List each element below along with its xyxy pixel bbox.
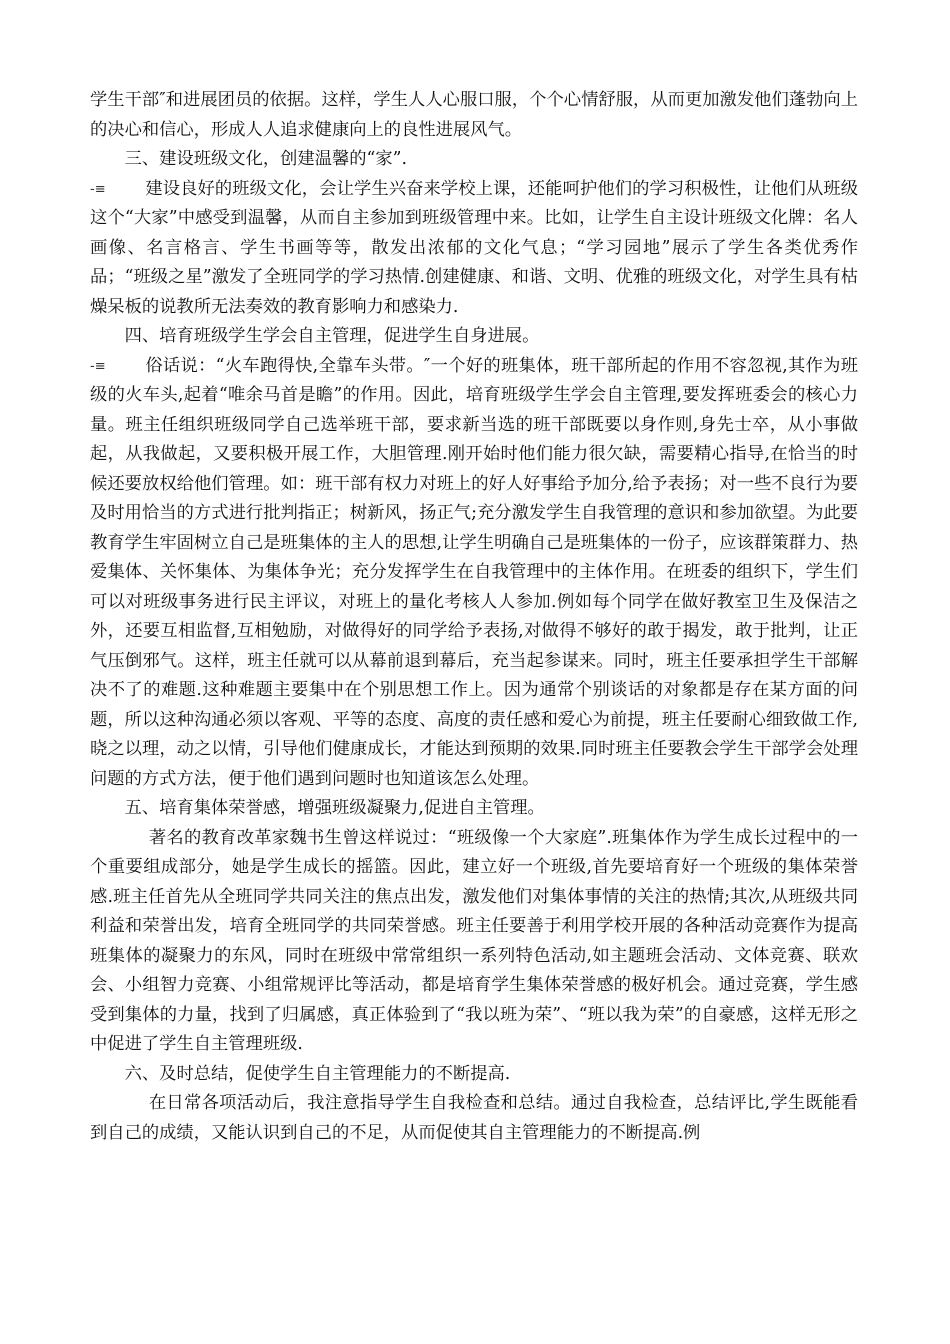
heading-6-summary: 六、及时总结，促使学生自主管理能力的不断提高. xyxy=(124,1063,511,1084)
heading-3-class-culture: 三、建设班级文化，创建温馨的“家”. xyxy=(124,149,407,169)
paragraph-self-management xyxy=(90,352,858,795)
paragraph-summary: 在日常各项活动后，我注意指导学生自我检查和总结。通过自我检查，总结评比,学生既能看到自己的成绩，又能认识到自己的不足，从而促使其自主管理能力的不断提高.例 xyxy=(90,1093,858,1143)
list-marker: -≡ xyxy=(90,358,106,374)
list-marker: -≡ xyxy=(90,181,106,197)
paragraph-text: 建设良好的班级文化，会让学生兴奋来学校上课，还能呵护他们的学习积极性，让他们从班级这个“大家”中感受到温馨，从而自主参加到班级管理中来。比如，让学生自主设计班级文化牌：名人画像、名言格言、学生书画等等，散发出浓郁的文化气息；“学习园地”展示了学生各类优秀作品；“班级之星”激发了全班同学的学习热情.创建健康、和谐、文明、优雅的班级文化，对学生具有枯燥呆板的说教所无法奏效的教育影响力和感染力. xyxy=(90,178,858,317)
paragraph-collective-honor: 著名的教育改革家魏书生曾这样说过：“班级像一个大家庭”.班集体作为学生成长过程中的一个重要组成部分，她是学生成长的摇篮。因此，建立好一个班级,首先要培育好一个班级的集体荣誉感.班主任首先从全班同学共同关注的焦点出发，激发他们对集体事情的关注的热情;其次,从班级共同利益和荣誉出发，培育全班同学的共同荣誉感。班主任要善于利用学校开展的各种活动竞赛作为提高班集体的凝聚力的东风，同时在班级中常常组织一系列特色活动,如主题班会活动、文体竞赛、联欢会、小组智力竞赛、小组常规评比等活动，都是培育学生集体荣誉感的极好机会。通过竞赛，学生感受到集体的力量，找到了归属感，真正体验到了“我以班为荣”、“班以我为荣”的自豪感，这样无形之中促进了学生自主管理班级. xyxy=(90,827,858,1054)
heading-5-collective-honor: 五、培育集体荣誉感，增强班级凝聚力,促进自主管理。 xyxy=(124,798,545,818)
heading-4-self-management: 四、培育班级学生学会自主管理，促进学生自身进展。 xyxy=(124,326,540,346)
paragraph-continuation: 学生干部″和进展团员的依据。这样，学生人人心服口服，个个心情舒服，从而更加激发他们蓬勃向上的决心和信心，形成人人追求健康向上的良性进展风气。 xyxy=(90,90,858,140)
paragraph-text: 俗话说：“火车跑得快,全靠车头带。″一个好的班集体，班干部所起的作用不容忽视,其作为班级的火车头,起着“唯余马首是瞻”的作用。因此，培育班级学生学会自主管理,要发挥班委会的核心力量。班主任组织班级同学自己选举班干部，要求新当选的班干部既要以身作则,身先士卒，从小事做起，从我做起，又要积极开展工作，大胆管理.刚开始时他们能力很欠缺，需要精心指导,在恰当的时候还要放权给他们管理。如：班干部有权力对班上的好人好事给予加分,给予表扬；对一些不良行为要及时用恰当的方式进行批判指正；树新风，扬正气;充分激发学生自我管理的意识和参加欲望。为此要教育学生牢固树立自己是班集体的主人的思想,让学生明确自己是班集体的一份子，应该群策群力、热爱集体、关怀集体、为集体争光；充分发挥学生在自我管理中的主体作用。在班委的组织下，学生们可以对班级事务进行民主评议，对班上的量化考核人人参加.例如每个同学在做好教室卫生及保洁之外，还要互相监督,互相勉励，对做得好的同学给予表扬,对做得不够好的敢于揭发，敢于批判，让正气压倒邪气。这样，班主任就可以从幕前退到幕后，充当起参谋来。同时，班主任要承担学生干部解决不了的难题.这种难题主要集中在个别思想工作上。因为通常个别谈话的对象都是存在某方面的问题，所以这种沟通必须以客观、平等的态度、高度的责任感和爱心为前提，班主任要耐心细致做工作,晓之以理，动之以情，引导他们健康成长，才能达到预期的效果.同时班主任要教会学生干部学会处理问题的方式方法，便于他们遇到问题时也知道该怎么处理。 xyxy=(90,355,858,789)
paragraph-class-culture xyxy=(90,175,858,323)
document-body xyxy=(90,86,858,1148)
